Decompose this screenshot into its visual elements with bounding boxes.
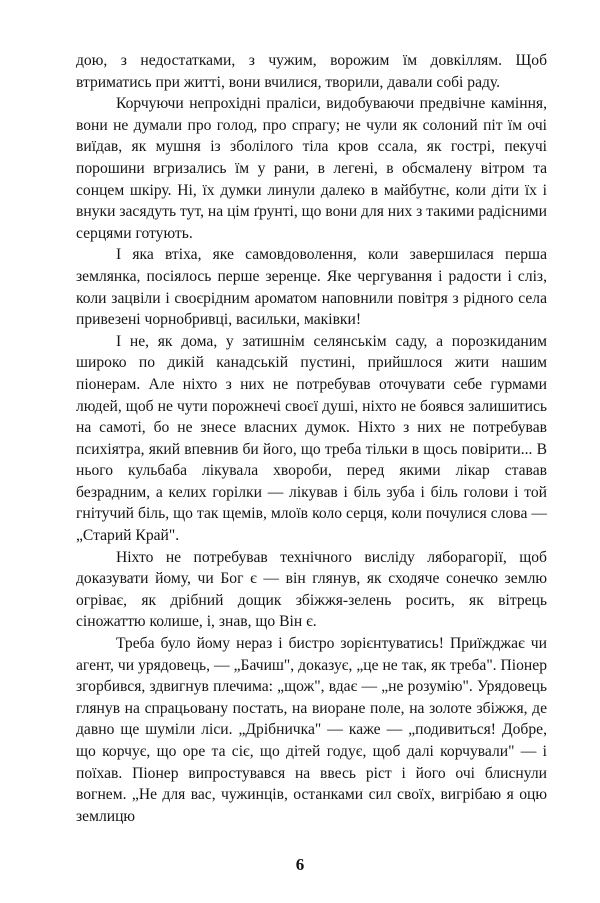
paragraph: І не, як дома, у затишнім селянськім саду, а порозкиданим широко по дикій канадській пустині, прийшлося жити нашим піонерам. Але ніхто з них не потребував оточувати себе гурмами людей, щоб не чути порожнечі своєї душі, ніхто не боявся залишитись на самоті, бо не знесе власних думок. Ніхто з них не потребував психіятра, який впевнив би його, що треба тільки в щось повірити... В нього кульбаба лікувала хвороби, перед якими лікар ставав безрадним, а келих горілки — лікував і біль зуба і біль голови і той гнітучий біль, що так щемів, млоїв коло серця, коли почулися слова — „Старий Край". [76, 332, 547, 545]
paragraph: Треба було йому нераз і бистро зорієнтуватись! Приїжджає чи агент, чи урядовець, — „Бачиш", доказує, „це не так, як треба". Піонер згорбився, здвигнув плечима: „щож", вдає — „не розумію". Урядовець глянув на спрацьовану постать, на виоране поле, на золоте збіжжя, де давно ще шуміли ліси. „Дрібничка" — каже — „подивиться! Добре, що корчує, що оре та сіє, що дітей годує, щоб далі корчували" — і поїхав. Піонер випростувався на ввесь ріст і його очі блиснули вогнем. „Не для вас, чужинців, останками сил своїх, вигрібаю я оцю землицю [76, 635, 547, 825]
paragraph: І яка втіха, яке самовдоволення, коли завершилася перша землянка, посіялось перше зеренце. Яке чергування і радости і сліз, коли зацвіли і своєрідним ароматом наповнили повітря з рідного села привезені чорнобривці, васильки, маківки! [76, 246, 547, 329]
page-number: 6 [295, 855, 305, 874]
paragraph: Ніхто не потребував технічного висліду ляборагорії, щоб доказувати йому, чи Бог є — він глянув, як сходяче сонечко землю огріває, як дрібний дощик збіжжя-зелень росить, як вітрець сіножаттю колише, і, знав, що Він є. [76, 548, 547, 631]
paragraph-continuation: дою, з недостатками, з чужим, ворожим їм довкіллям. Щоб втриматись при житті, вони вчилися, творили, давали собі раду. [76, 52, 547, 91]
paragraph: Корчуючи непрохідні праліси, видобуваючи предвічне каміння, вони не думали про голод, про спрагу; не чули як солоний піт їм очі виїдав, як мушня із зболілого тіла кров ссала, як гострі, пекучі порошини вгризались їм у рани, в легені, в обсмалену вітром та сонцем шкіру. Ні, їх думки линули далеко в майбутнє, коли діти їх і внуки засядуть тут, на цім ґрунті, що вони для них з такими радісними серцями готують. [76, 95, 548, 242]
body-text [76, 50, 547, 827]
